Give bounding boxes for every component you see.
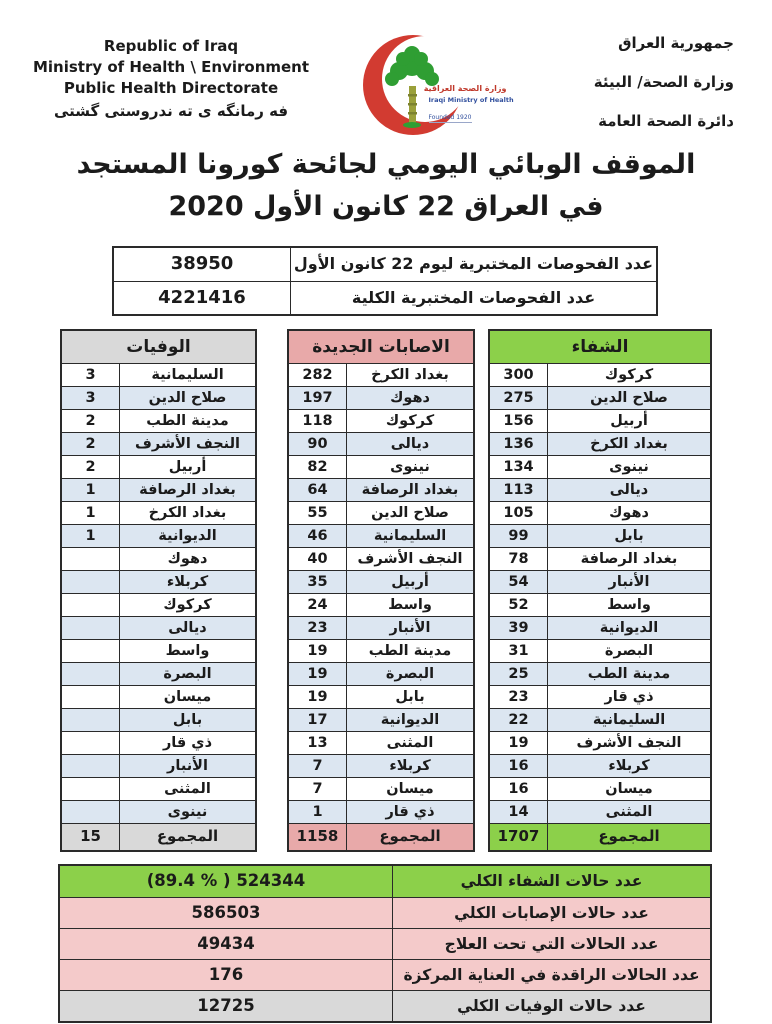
table-row xyxy=(62,686,255,709)
table-row xyxy=(490,709,710,732)
governorate-name: ديالى xyxy=(346,433,473,455)
table-row xyxy=(490,548,710,571)
summary-row-total-cases xyxy=(60,897,710,928)
table-row xyxy=(289,663,473,686)
total-value: 15 xyxy=(80,827,101,845)
governorate-value xyxy=(62,778,119,800)
governorate-value xyxy=(62,617,119,639)
table-row xyxy=(62,755,255,778)
governorate-name: الديوانية xyxy=(346,709,473,731)
governorate-value: 54 xyxy=(508,574,529,590)
governorate-value xyxy=(62,755,119,777)
governorate-name: ميسان xyxy=(547,778,710,800)
governorate-value: 31 xyxy=(508,643,529,659)
title-line-2: في العراق 22 كانون الأول 2020 xyxy=(168,191,604,222)
governorate-value xyxy=(62,640,119,662)
governorate-name: المثنى xyxy=(346,732,473,754)
table-row xyxy=(62,364,255,387)
header-english-block xyxy=(30,24,312,138)
governorate-name: بغداد الكرخ xyxy=(119,502,255,524)
governorate-value: 1 xyxy=(85,482,96,498)
governorate-name: ميسان xyxy=(346,778,473,800)
summary-value: 176 xyxy=(208,965,244,984)
title-line-1: الموقف الوبائي اليومي لجائحة كورونا المستجد xyxy=(76,149,696,180)
table-row xyxy=(490,617,710,640)
governorate-value: 82 xyxy=(307,459,328,475)
table-row xyxy=(62,709,255,732)
governorate-name: دهوك xyxy=(346,387,473,409)
logo-founded-text: Founded 1920 xyxy=(428,114,472,121)
governorate-name: دهوك xyxy=(119,548,255,570)
governorate-name: البصرة xyxy=(119,663,255,685)
governorate-value: 300 xyxy=(503,367,534,383)
governorate-name: بغداد الرصافة xyxy=(119,479,255,501)
governorate-name: ذي قار xyxy=(346,801,473,823)
ministry-logo xyxy=(341,26,514,144)
governorate-value xyxy=(62,686,119,708)
governorate-value: 3 xyxy=(85,390,96,406)
governorate-name: الديوانية xyxy=(547,617,710,639)
governorate-value: 90 xyxy=(307,436,328,452)
table-row xyxy=(289,778,473,801)
governorate-value: 136 xyxy=(503,436,534,452)
summary-value: 12725 xyxy=(197,996,255,1015)
summary-row-recovered xyxy=(60,866,710,897)
table-row xyxy=(289,617,473,640)
recovery-table-body xyxy=(490,364,710,824)
governorate-value: 118 xyxy=(302,413,333,429)
recovery-total-row xyxy=(490,824,710,850)
summary-row-total-deaths xyxy=(60,990,710,1021)
summary-label: عدد الحالات التي تحت العلاج xyxy=(392,929,710,959)
governorate-name: بابل xyxy=(547,525,710,547)
table-row xyxy=(490,387,710,410)
governorate-value: 275 xyxy=(503,390,534,406)
governorate-name: ديالى xyxy=(547,479,710,501)
table-row xyxy=(490,755,710,778)
header-en-line-1: Republic of Iraq xyxy=(103,37,239,55)
table-row xyxy=(62,433,255,456)
logo-english-name: Iraqi Ministry of Health xyxy=(428,96,514,104)
table-row xyxy=(62,640,255,663)
table-row xyxy=(62,594,255,617)
infections-total-row xyxy=(289,824,473,850)
logo-arabic-name: وزارة الصحة العراقية xyxy=(423,84,507,93)
deaths-total-row xyxy=(62,824,255,850)
governorate-value: 19 xyxy=(307,666,328,682)
tests-daily-value: 38950 xyxy=(170,253,234,274)
governorate-value: 7 xyxy=(312,758,323,774)
governorate-value: 134 xyxy=(503,459,534,475)
governorate-value: 2 xyxy=(85,436,96,452)
governorate-value: 19 xyxy=(307,689,328,705)
summary-table xyxy=(58,864,712,1023)
governorate-name: صلاح الدين xyxy=(346,502,473,524)
governorate-name: كركوك xyxy=(547,364,710,386)
governorate-value xyxy=(62,571,119,593)
governorate-name: المثنى xyxy=(119,778,255,800)
governorate-value: 40 xyxy=(307,551,328,567)
governorate-value: 282 xyxy=(302,367,333,383)
new-infections-table xyxy=(287,329,475,852)
governorate-name: الأنبار xyxy=(547,571,710,593)
table-row xyxy=(490,479,710,502)
governorate-value: 35 xyxy=(307,574,328,590)
governorate-name: أربيل xyxy=(346,571,473,593)
header-arabic-block xyxy=(529,24,734,138)
governorate-name: واسط xyxy=(346,594,473,616)
table-row xyxy=(490,571,710,594)
governorate-tables xyxy=(60,329,712,852)
summary-value: 49434 xyxy=(197,934,255,953)
governorate-name: ديالى xyxy=(119,617,255,639)
summary-row-under-treatment xyxy=(60,928,710,959)
governorate-value: 22 xyxy=(508,712,529,728)
summary-label: عدد حالات الوفيات الكلي xyxy=(392,991,710,1021)
table-row xyxy=(289,479,473,502)
governorate-value: 2 xyxy=(85,413,96,429)
total-label: المجموع xyxy=(547,824,710,850)
governorate-name: الديوانية xyxy=(119,525,255,547)
governorate-name: نينوى xyxy=(346,456,473,478)
governorate-name: واسط xyxy=(119,640,255,662)
governorate-name: نينوى xyxy=(119,801,255,823)
governorate-name: دهوك xyxy=(547,502,710,524)
tests-total-value: 4221416 xyxy=(158,287,246,308)
table-row xyxy=(62,525,255,548)
tests-row-total xyxy=(114,281,656,314)
header-en-line-3: Public Health Directorate xyxy=(63,79,279,97)
governorate-name: كربلاء xyxy=(547,755,710,777)
table-row xyxy=(289,594,473,617)
table-row xyxy=(490,594,710,617)
governorate-name: المثنى xyxy=(547,801,710,823)
governorate-name: مدينة الطب xyxy=(346,640,473,662)
total-value: 1707 xyxy=(497,827,540,845)
table-row xyxy=(490,686,710,709)
governorate-name: البصرة xyxy=(547,640,710,662)
governorate-name: البصرة xyxy=(346,663,473,685)
governorate-value: 197 xyxy=(302,390,333,406)
governorate-value: 1 xyxy=(312,804,323,820)
governorate-value: 105 xyxy=(503,505,534,521)
governorate-value xyxy=(62,801,119,823)
table-row xyxy=(289,709,473,732)
table-row xyxy=(62,617,255,640)
table-row xyxy=(62,479,255,502)
header-kurdish-line: فه رمانگه ى ته ندروستى گشتى xyxy=(53,102,289,120)
table-row xyxy=(490,433,710,456)
governorate-name: السليمانية xyxy=(119,364,255,386)
table-row xyxy=(289,387,473,410)
governorate-value: 17 xyxy=(307,712,328,728)
governorate-name: بغداد الرصافة xyxy=(346,479,473,501)
governorate-name: بغداد الكرخ xyxy=(346,364,473,386)
table-row xyxy=(490,410,710,433)
table-row xyxy=(289,502,473,525)
table-row xyxy=(289,571,473,594)
infections-table-body xyxy=(289,364,473,824)
table-row xyxy=(490,732,710,755)
table-row xyxy=(490,364,710,387)
summary-value: 586503 xyxy=(191,903,261,922)
governorate-value xyxy=(62,594,119,616)
table-row xyxy=(490,525,710,548)
table-row xyxy=(62,778,255,801)
table-row xyxy=(289,686,473,709)
table-row xyxy=(62,801,255,824)
governorate-value: 19 xyxy=(307,643,328,659)
logo-caption xyxy=(423,84,514,123)
deaths-table xyxy=(60,329,257,852)
governorate-name: نينوى xyxy=(547,456,710,478)
deaths-table-header: الوفيات xyxy=(62,331,255,364)
governorate-value: 2 xyxy=(85,459,96,475)
governorate-value: 25 xyxy=(508,666,529,682)
governorate-value: 39 xyxy=(508,620,529,636)
governorate-value xyxy=(62,548,119,570)
total-label: المجموع xyxy=(346,824,473,850)
governorate-name: كركوك xyxy=(346,410,473,432)
governorate-name: بغداد الكرخ xyxy=(547,433,710,455)
governorate-name: صلاح الدين xyxy=(547,387,710,409)
total-label: المجموع xyxy=(119,824,255,850)
governorate-value: 3 xyxy=(85,367,96,383)
table-row xyxy=(289,801,473,824)
table-row xyxy=(289,548,473,571)
table-row xyxy=(62,732,255,755)
tests-table xyxy=(112,246,658,316)
document-header xyxy=(0,0,772,138)
table-row xyxy=(289,640,473,663)
table-row xyxy=(490,640,710,663)
table-row xyxy=(490,778,710,801)
table-row xyxy=(62,502,255,525)
governorate-name: النجف الأشرف xyxy=(547,732,710,754)
governorate-name: النجف الأشرف xyxy=(346,548,473,570)
table-row xyxy=(289,433,473,456)
governorate-value: 1 xyxy=(85,528,96,544)
table-row xyxy=(490,663,710,686)
governorate-value xyxy=(62,663,119,685)
governorate-name: النجف الأشرف xyxy=(119,433,255,455)
governorate-name: أربيل xyxy=(119,456,255,478)
governorate-value: 13 xyxy=(307,735,328,751)
summary-label: عدد حالات الإصابات الكلي xyxy=(392,898,710,928)
governorate-name: بغداد الرصافة xyxy=(547,548,710,570)
table-row xyxy=(289,755,473,778)
governorate-value: 23 xyxy=(307,620,328,636)
table-row xyxy=(289,364,473,387)
governorate-value: 1 xyxy=(85,505,96,521)
governorate-value: 16 xyxy=(508,758,529,774)
table-row xyxy=(289,410,473,433)
header-ar-line-2: وزارة الصحة/ البيئة xyxy=(593,73,734,91)
total-value: 1158 xyxy=(296,827,339,845)
governorate-name: الأنبار xyxy=(119,755,255,777)
table-row xyxy=(289,525,473,548)
header-ar-line-3: دائرة الصحة العامة xyxy=(598,112,734,130)
summary-label: عدد الحالات الراقدة في العناية المركزة xyxy=(392,960,710,990)
governorate-value: 46 xyxy=(307,528,328,544)
governorate-name: مدينة الطب xyxy=(547,663,710,685)
governorate-name: بابل xyxy=(346,686,473,708)
governorate-name: ذي قار xyxy=(547,686,710,708)
table-row xyxy=(289,456,473,479)
governorate-value: 113 xyxy=(503,482,534,498)
tests-row-daily xyxy=(114,248,656,281)
header-ar-line-1: جمهورية العراق xyxy=(618,34,734,52)
governorate-name: بابل xyxy=(119,709,255,731)
governorate-value: 23 xyxy=(508,689,529,705)
governorate-value: 55 xyxy=(307,505,328,521)
governorate-value: 99 xyxy=(508,528,529,544)
table-row xyxy=(490,502,710,525)
tests-daily-label: عدد الفحوصات المختبرية ليوم 22 كانون الأول xyxy=(290,248,656,281)
header-en-line-2: Ministry of Health \ Environment xyxy=(32,58,310,76)
deaths-table-body xyxy=(62,364,255,824)
document-title xyxy=(0,144,772,228)
table-row xyxy=(62,410,255,433)
summary-label: عدد حالات الشفاء الكلي xyxy=(392,866,710,897)
governorate-value: 64 xyxy=(307,482,328,498)
table-row xyxy=(62,456,255,479)
tests-total-label: عدد الفحوصات المختبرية الكلية xyxy=(290,282,656,314)
governorate-value: 14 xyxy=(508,804,529,820)
governorate-value: 7 xyxy=(312,781,323,797)
governorate-value: 52 xyxy=(508,597,529,613)
recovery-table-header: الشفاء xyxy=(490,331,710,364)
governorate-value: 19 xyxy=(508,735,529,751)
governorate-name: السليمانية xyxy=(547,709,710,731)
governorate-name: السليمانية xyxy=(346,525,473,547)
governorate-name: كركوك xyxy=(119,594,255,616)
table-row xyxy=(490,801,710,824)
governorate-value: 24 xyxy=(307,597,328,613)
governorate-value: 16 xyxy=(508,781,529,797)
table-row xyxy=(62,548,255,571)
table-row xyxy=(62,663,255,686)
infections-table-header: الاصابات الجديدة xyxy=(289,331,473,364)
table-row xyxy=(490,456,710,479)
governorate-value: 78 xyxy=(508,551,529,567)
summary-value: (89.4 % ) 524344 xyxy=(146,871,306,890)
table-row xyxy=(289,732,473,755)
summary-row-icu xyxy=(60,959,710,990)
governorate-value xyxy=(62,709,119,731)
governorate-name: كربلاء xyxy=(119,571,255,593)
recovery-table xyxy=(488,329,712,852)
governorate-name: الأنبار xyxy=(346,617,473,639)
table-row xyxy=(62,387,255,410)
governorate-name: أربيل xyxy=(547,410,710,432)
governorate-name: مدينة الطب xyxy=(119,410,255,432)
governorate-name: واسط xyxy=(547,594,710,616)
governorate-name: ذي قار xyxy=(119,732,255,754)
governorate-name: ميسان xyxy=(119,686,255,708)
governorate-name: صلاح الدين xyxy=(119,387,255,409)
governorate-value xyxy=(62,732,119,754)
table-row xyxy=(62,571,255,594)
governorate-value: 156 xyxy=(503,413,534,429)
governorate-name: كربلاء xyxy=(346,755,473,777)
